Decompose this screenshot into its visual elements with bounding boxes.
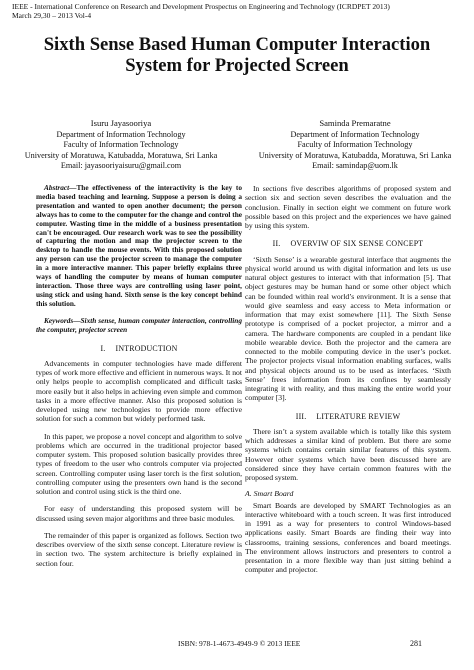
paper-title (0, 34, 474, 76)
section-heading-introduction (36, 344, 242, 353)
right-column (245, 184, 451, 575)
overview-paragraph-1: ‘Sixth Sense’ is a wearable gestural interface that augments the physical world around us with digital information and lets us use natural object gestures to interact with that information [5]. That object gestures may be human hand or some other object which can be founded within real world’s environment. It is a sense that would give seamless and easy access to Meta information or information that may exist somewhere [11]. The Sixth Sense prototype is comprised of a pocket projector, a mirror and a camera. The hardware components are coupled in a pendant like mobile wearable device. Both the projector and the camera are connected to the mobile computing device in the user’s pocket. The projector projects visual information enabling surfaces, walls and physical objects around us to be used as interfaces. ‘Sixth Sense’ frees information from its confines by seamlessly integrating it with reality, and thus making the entire world your computer [3]. (245, 254, 451, 403)
conference-header (12, 3, 462, 20)
author-faculty: Faculty of Information Technology (297, 140, 413, 150)
intro-paragraph-5: In sections five describes algorithms of proposed system and section six and section seven describes the evaluation and the conclusion. Finally in section eight we comment on future work possible based on this project and the experiences we have gained by using this system. (245, 184, 451, 230)
section-number: I. (100, 343, 106, 353)
intro-paragraph-2: In this paper, we propose a novel concept and algorithm to solve problems which are occurred in the traditional projector based computer system. This proposed solution basically provides three types of freedom to the user who controls computer via projected screen. Controlling computer using laser torch is the first solution, controlling computer using the presenters own hand is the second solution and control using stick is the third one. (36, 431, 242, 496)
author-faculty: Faculty of Information Technology (63, 140, 179, 150)
author-department: Department of Information Technology (290, 129, 420, 139)
author-department: Department of Information Technology (56, 129, 186, 139)
subsection-heading-smart-board: A. Smart Board (245, 489, 294, 499)
author-name: Isuru Jayasooriya (90, 118, 152, 128)
author-email: Email: jayasooriyaisuru@gmail.com (60, 161, 182, 171)
intro-paragraph-3: For easy of understanding this proposed system will be discussed using seven major algorithms and three basic modules. (36, 504, 242, 523)
section-heading-literature (245, 412, 451, 421)
author-block-1 (6, 118, 236, 172)
section-heading-overview (245, 239, 451, 248)
section-title: OVERVIW OF SIX SENSE CONCEPT (290, 239, 424, 249)
author-university: University of Moratuwa, Katubadda, Moratuwa, Sri Lanka (24, 150, 218, 160)
intro-paragraph-4: The remainder of this paper is organized as follows. Section two describes overview of the sixth sense concept. Literature review is in section two. The system architecture is briefly explained in section four. (36, 530, 242, 568)
footer-isbn: ISBN: 978-1-4673-4949-9 © 2013 IEEE (178, 639, 301, 648)
abstract-label: Abstract (44, 183, 70, 192)
conference-line-1: IEEE - International Conference on Research and Development Prospectus on Engineering and Technology (ICRDPET 2013) (12, 2, 390, 11)
abstract (36, 184, 242, 309)
page-number: 281 (410, 639, 422, 648)
literature-paragraph-1: There isn’t a system available which is totally like this system which addresses a similar kind of problem. But there are some systems which contains certain similar features of this system. However other systems which have been discussed here are considered since they have certain common features with the proposed system. (245, 426, 451, 482)
title-line-1: Sixth Sense Based Human Computer Interaction (43, 34, 431, 55)
intro-paragraph-1: Advancements in computer technologies have made different types of work more effective and efficient in numerous ways. It not only helps people to accomplish complicated and difficult tasks more easily but it also helps in achieving even simple and common tasks in a more effective manner. Also this proposed solution is developed using new technologies to provide more effective solution for such a common but widely performed task. (36, 358, 242, 424)
title-line-2: System for Projected Screen (125, 55, 349, 76)
conference-line-2: March 29,30 – 2013 Vol-4 (12, 10, 92, 20)
section-number: II. (272, 239, 281, 249)
literature-paragraph-2: Smart Boards are developed by SMART Technologies as an interactive whiteboard with a touch screen. It was first introduced in 1991 as a way for presenters to control Windows-based applications easily. Smart Boards are finding their way into classrooms, training sessions, conferences and board meetings. The environment allows instructors and presenters to control a presentation in a more flexible way than just sitting behind a computer and projector. (245, 500, 451, 575)
section-title: LITERATURE REVIEW (316, 411, 401, 421)
author-email: Email: samindap@uom.lk (312, 161, 398, 171)
section-title: INTRODUCTION (115, 343, 178, 353)
left-column (36, 184, 242, 568)
author-block-2 (240, 118, 470, 172)
author-university: University of Moratuwa, Katubadda, Moratuwa, Sri Lanka (258, 150, 452, 160)
section-number: III. (295, 411, 307, 421)
author-name: Saminda Premaratne (319, 118, 391, 128)
keywords: Keywords—Sixth sense, human computer interaction, controlling the computer, projector screen (36, 315, 242, 334)
abstract-text: —The effectiveness of the interactivity is the key to media based teaching and learning. Suppose a person is doing a presentation and wanted to open another document; the person always has to come to the computer for the change and control the computer. Wasting time in the middle of a business presentation can't be encouraged. Our research work was to see the possibility of capturing the motion and map the projector screen to the desktop to handle the mouse events. With this proposed solution any person can use the projector screen to manage the computer in a more interactive manner. This paper briefly explains three ways of handling the computer by means of human computer interaction. Those three ways are controlling using laser point, using stick and using hand. Sixth sense is the key concept behind this solution. (36, 183, 242, 308)
